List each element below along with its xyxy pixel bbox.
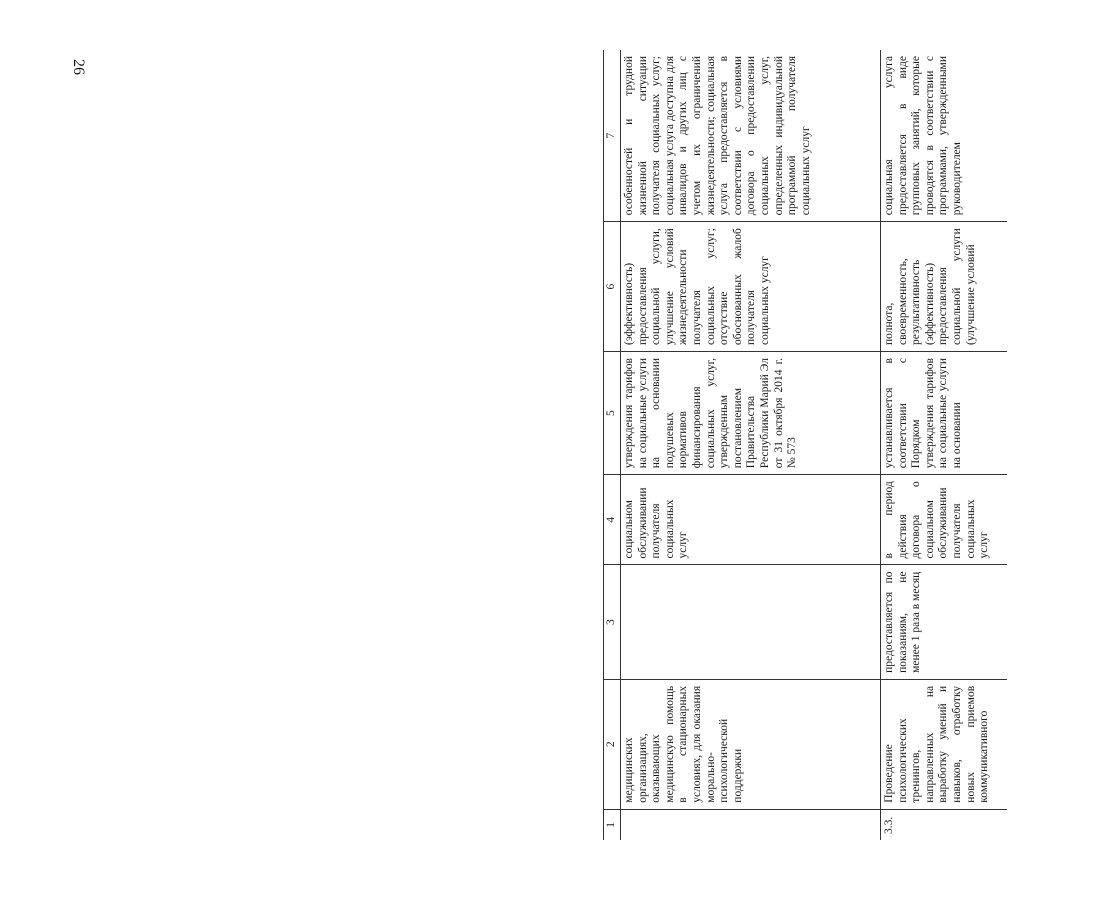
header-cell: 3 [604, 565, 621, 679]
rotated-table-frame [603, 50, 1103, 840]
header-cell: 7 [604, 50, 621, 222]
table-header-row [604, 50, 621, 840]
header-cell: 2 [604, 679, 621, 809]
header-cell: 4 [604, 475, 621, 565]
periodicity-cell: предоставляется по показаниям, не менее 1 раза в месяц [881, 565, 1008, 679]
quality-cell: (эффективность) предоставления социальной услуги, улучшение условий жизнедеятельности получателя социальных услуг; отсутствие обоснованных жалоб получателя социальных услуг [621, 222, 881, 352]
header-cell: 1 [604, 809, 621, 840]
header-cell: 6 [604, 222, 621, 352]
periodicity-cell [621, 565, 881, 679]
payment-cell: устанавливается в соответствии с Порядком утверждения тарифов на социальные услуги на основании [881, 352, 1008, 475]
page-number: 26 [70, 59, 87, 75]
table-row [621, 50, 881, 840]
term-cell: в период действия договора о социальном обслуживании получателя социальных услуг [881, 475, 1008, 565]
services-table [603, 50, 1007, 840]
conditions-cell: социальная услуга предоставляется в виде групповых занятий, которые проводятся в соответствии с программами, утвержденными руководителем [881, 50, 1008, 222]
row-number-cell [621, 809, 881, 840]
table-row [881, 50, 1008, 840]
conditions-cell: особенностей и трудной жизненной ситуации получателя социальных услуг; социальная услуга доступна для инвалидов и других лиц с учетом их ограничений жизнедеятельности; социальная услуга предоставляется в соответствии с условиями договора о предоставлении социальных услуг, определенных индивидуальной программой получателя социальных услуг [621, 50, 881, 222]
payment-cell: утверждения тарифов на социальные услуги на основании подушевых нормативов финансирования социальных услуг, утвержденным постановлением Правительства Республики Марий Эл от 31 октября 2014 г. № 573 [621, 352, 881, 475]
header-cell: 5 [604, 352, 621, 475]
quality-cell: полнота, своевременность, результативность (эффективность) предоставления социальной услуги (улучшение условий [881, 222, 1008, 352]
service-name-cell: Проведение психологических тренингов, направленных на выработку умений и навыков, отработку новых приемов коммуникативного [881, 679, 1008, 809]
service-name-cell: медицинских организациях, оказывающих медицинскую помощь в стационарных условиях, для оказания морально-психологической поддержки [621, 679, 881, 809]
term-cell: социальном обслуживании получателя социальных услуг [621, 475, 881, 565]
row-number-cell: 3.3. [881, 809, 1008, 840]
